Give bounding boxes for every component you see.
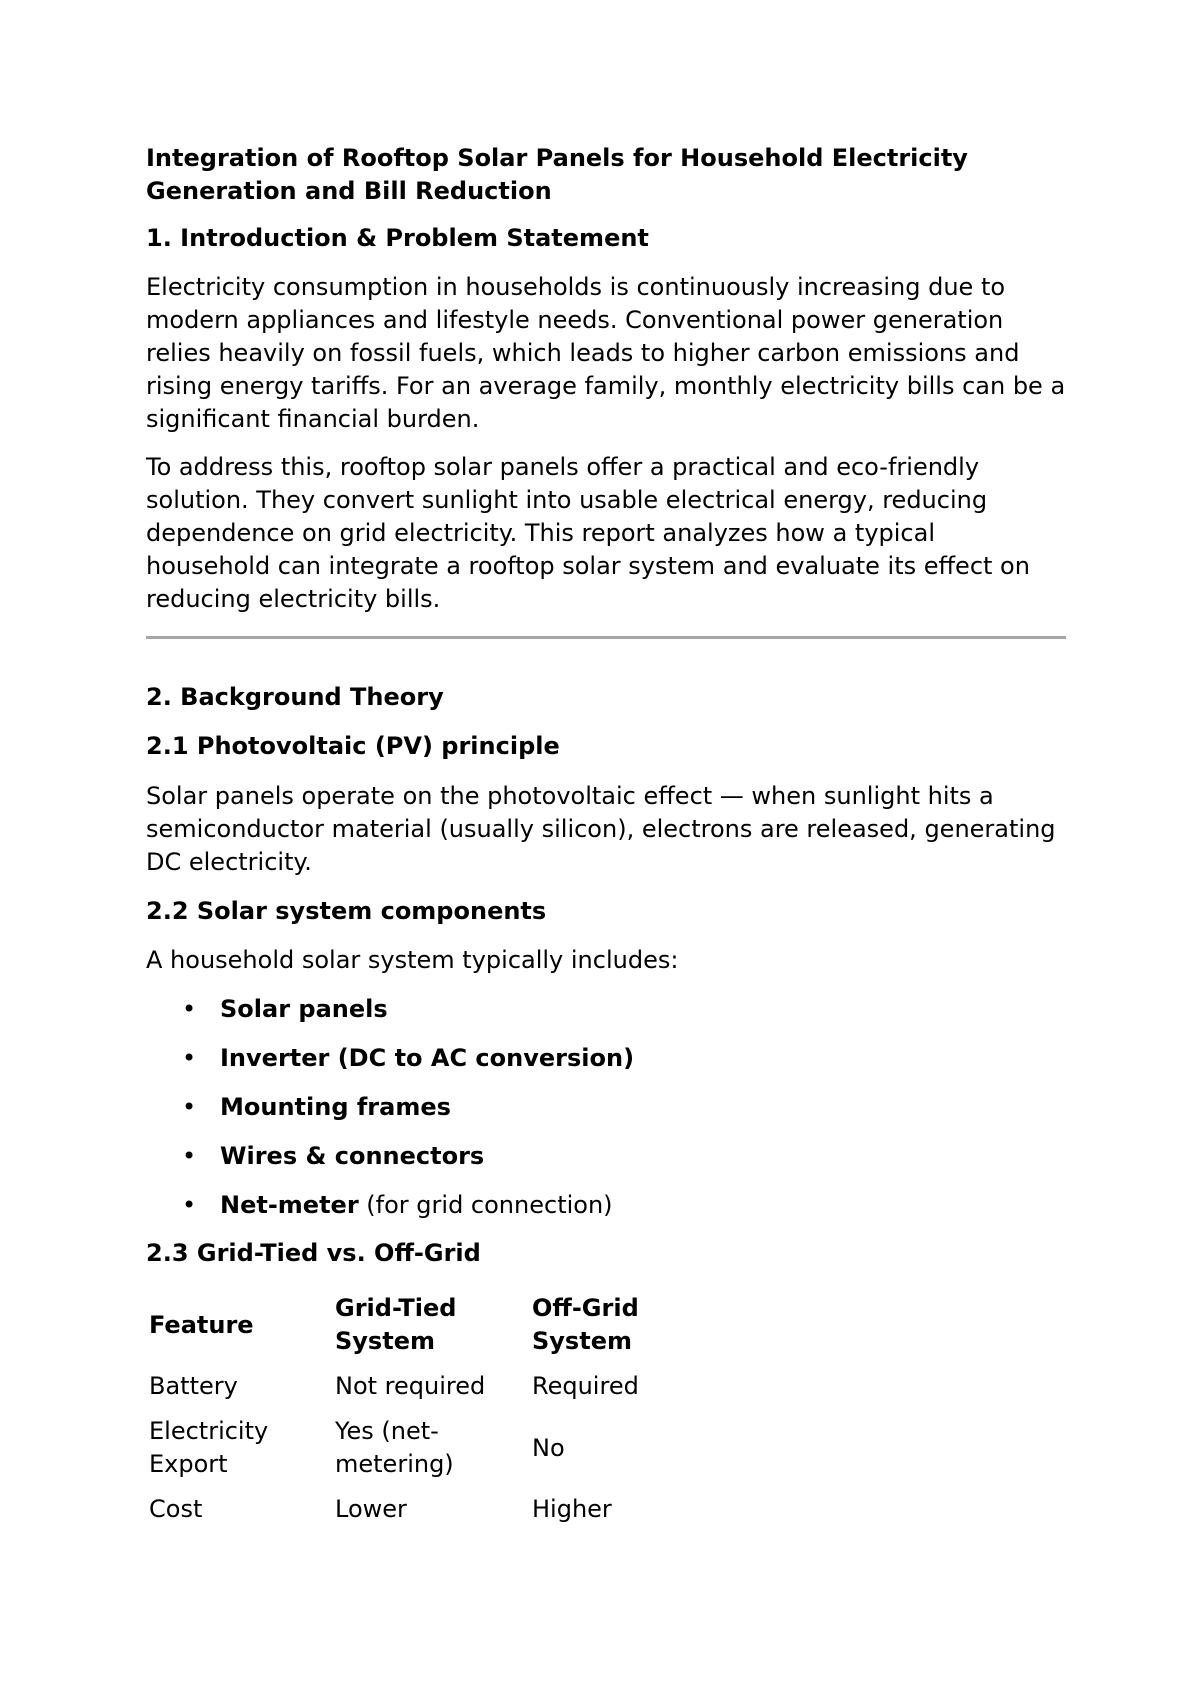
table-cell: Electricity Export xyxy=(149,1417,269,1478)
components-list xyxy=(146,993,634,1238)
bullet-icon: • xyxy=(182,1093,197,1121)
table-cell: Required xyxy=(532,1372,639,1400)
table-header-row xyxy=(146,1286,695,1364)
table-header-cell: Off-Grid System xyxy=(532,1294,639,1355)
document-title: Integration of Rooftop Solar Panels for Household Electricity Generation and Bill Reduction xyxy=(146,144,968,205)
table-cell: Battery xyxy=(149,1372,238,1400)
list-item-bold: Solar panels xyxy=(220,995,388,1023)
subsection-2-1-paragraph: Solar panels operate on the photovoltaic effect — when sunlight hits a semiconductor material (usually silicon), electrons are released, generating DC electricity. xyxy=(146,782,1056,876)
list-item xyxy=(146,1140,634,1189)
table-cell: Yes (net-metering) xyxy=(335,1417,454,1478)
subsection-2-2-heading: 2.2 Solar system components xyxy=(146,897,547,925)
comparison-table xyxy=(146,1286,695,1532)
table-cell: Not required xyxy=(335,1372,486,1400)
list-item-bold: Wires & connectors xyxy=(220,1142,485,1170)
list-item xyxy=(146,1189,634,1238)
list-item xyxy=(146,993,634,1042)
list-item xyxy=(146,1091,634,1140)
bullet-icon: • xyxy=(182,995,197,1023)
section-1-paragraph-1: Electricity consumption in households is continuously increasing due to modern appliances and lifestyle needs. Conventional power generation relies heavily on fossil fuels, which leads to higher carbon emissions and rising energy tariffs. For an average family, monthly electricity bills can be a significant financial burden. xyxy=(146,273,1066,433)
table-header-cell: Feature xyxy=(149,1310,254,1339)
table-cell: No xyxy=(532,1433,565,1462)
section-1-heading: 1. Introduction & Problem Statement xyxy=(146,224,649,252)
bullet-icon: • xyxy=(182,1142,197,1170)
table-cell: Lower xyxy=(335,1495,407,1523)
subsection-2-3-heading: 2.3 Grid-Tied vs. Off-Grid xyxy=(146,1239,481,1267)
subsection-2-2-intro: A household solar system typically includes: xyxy=(146,946,679,974)
horizontal-divider xyxy=(146,636,1066,639)
list-item xyxy=(146,1042,634,1091)
section-2-heading: 2. Background Theory xyxy=(146,683,444,711)
table-cell: Higher xyxy=(532,1495,612,1523)
table-row xyxy=(146,1487,695,1532)
subsection-2-1-heading: 2.1 Photovoltaic (PV) principle xyxy=(146,732,560,760)
list-item-rest: (for grid connection) xyxy=(358,1191,613,1219)
list-item-bold: Net-meter xyxy=(220,1191,359,1219)
bullet-icon: • xyxy=(182,1044,197,1072)
table-header-cell: Grid-Tied System xyxy=(335,1294,457,1355)
table-cell: Cost xyxy=(149,1495,203,1523)
list-item-bold: Inverter (DC to AC conversion) xyxy=(220,1044,635,1072)
section-1-paragraph-2: To address this, rooftop solar panels offer a practical and eco-friendly solution. They convert sunlight into usable electrical energy, reducing dependence on grid electricity. This report analyzes how a typical household can integrate a rooftop solar system and evaluate its effect on reducing electricity bills. xyxy=(146,453,1030,613)
list-item-bold: Mounting frames xyxy=(220,1093,451,1121)
table-row xyxy=(146,1409,695,1487)
table-row xyxy=(146,1364,695,1409)
bullet-icon: • xyxy=(182,1191,197,1219)
